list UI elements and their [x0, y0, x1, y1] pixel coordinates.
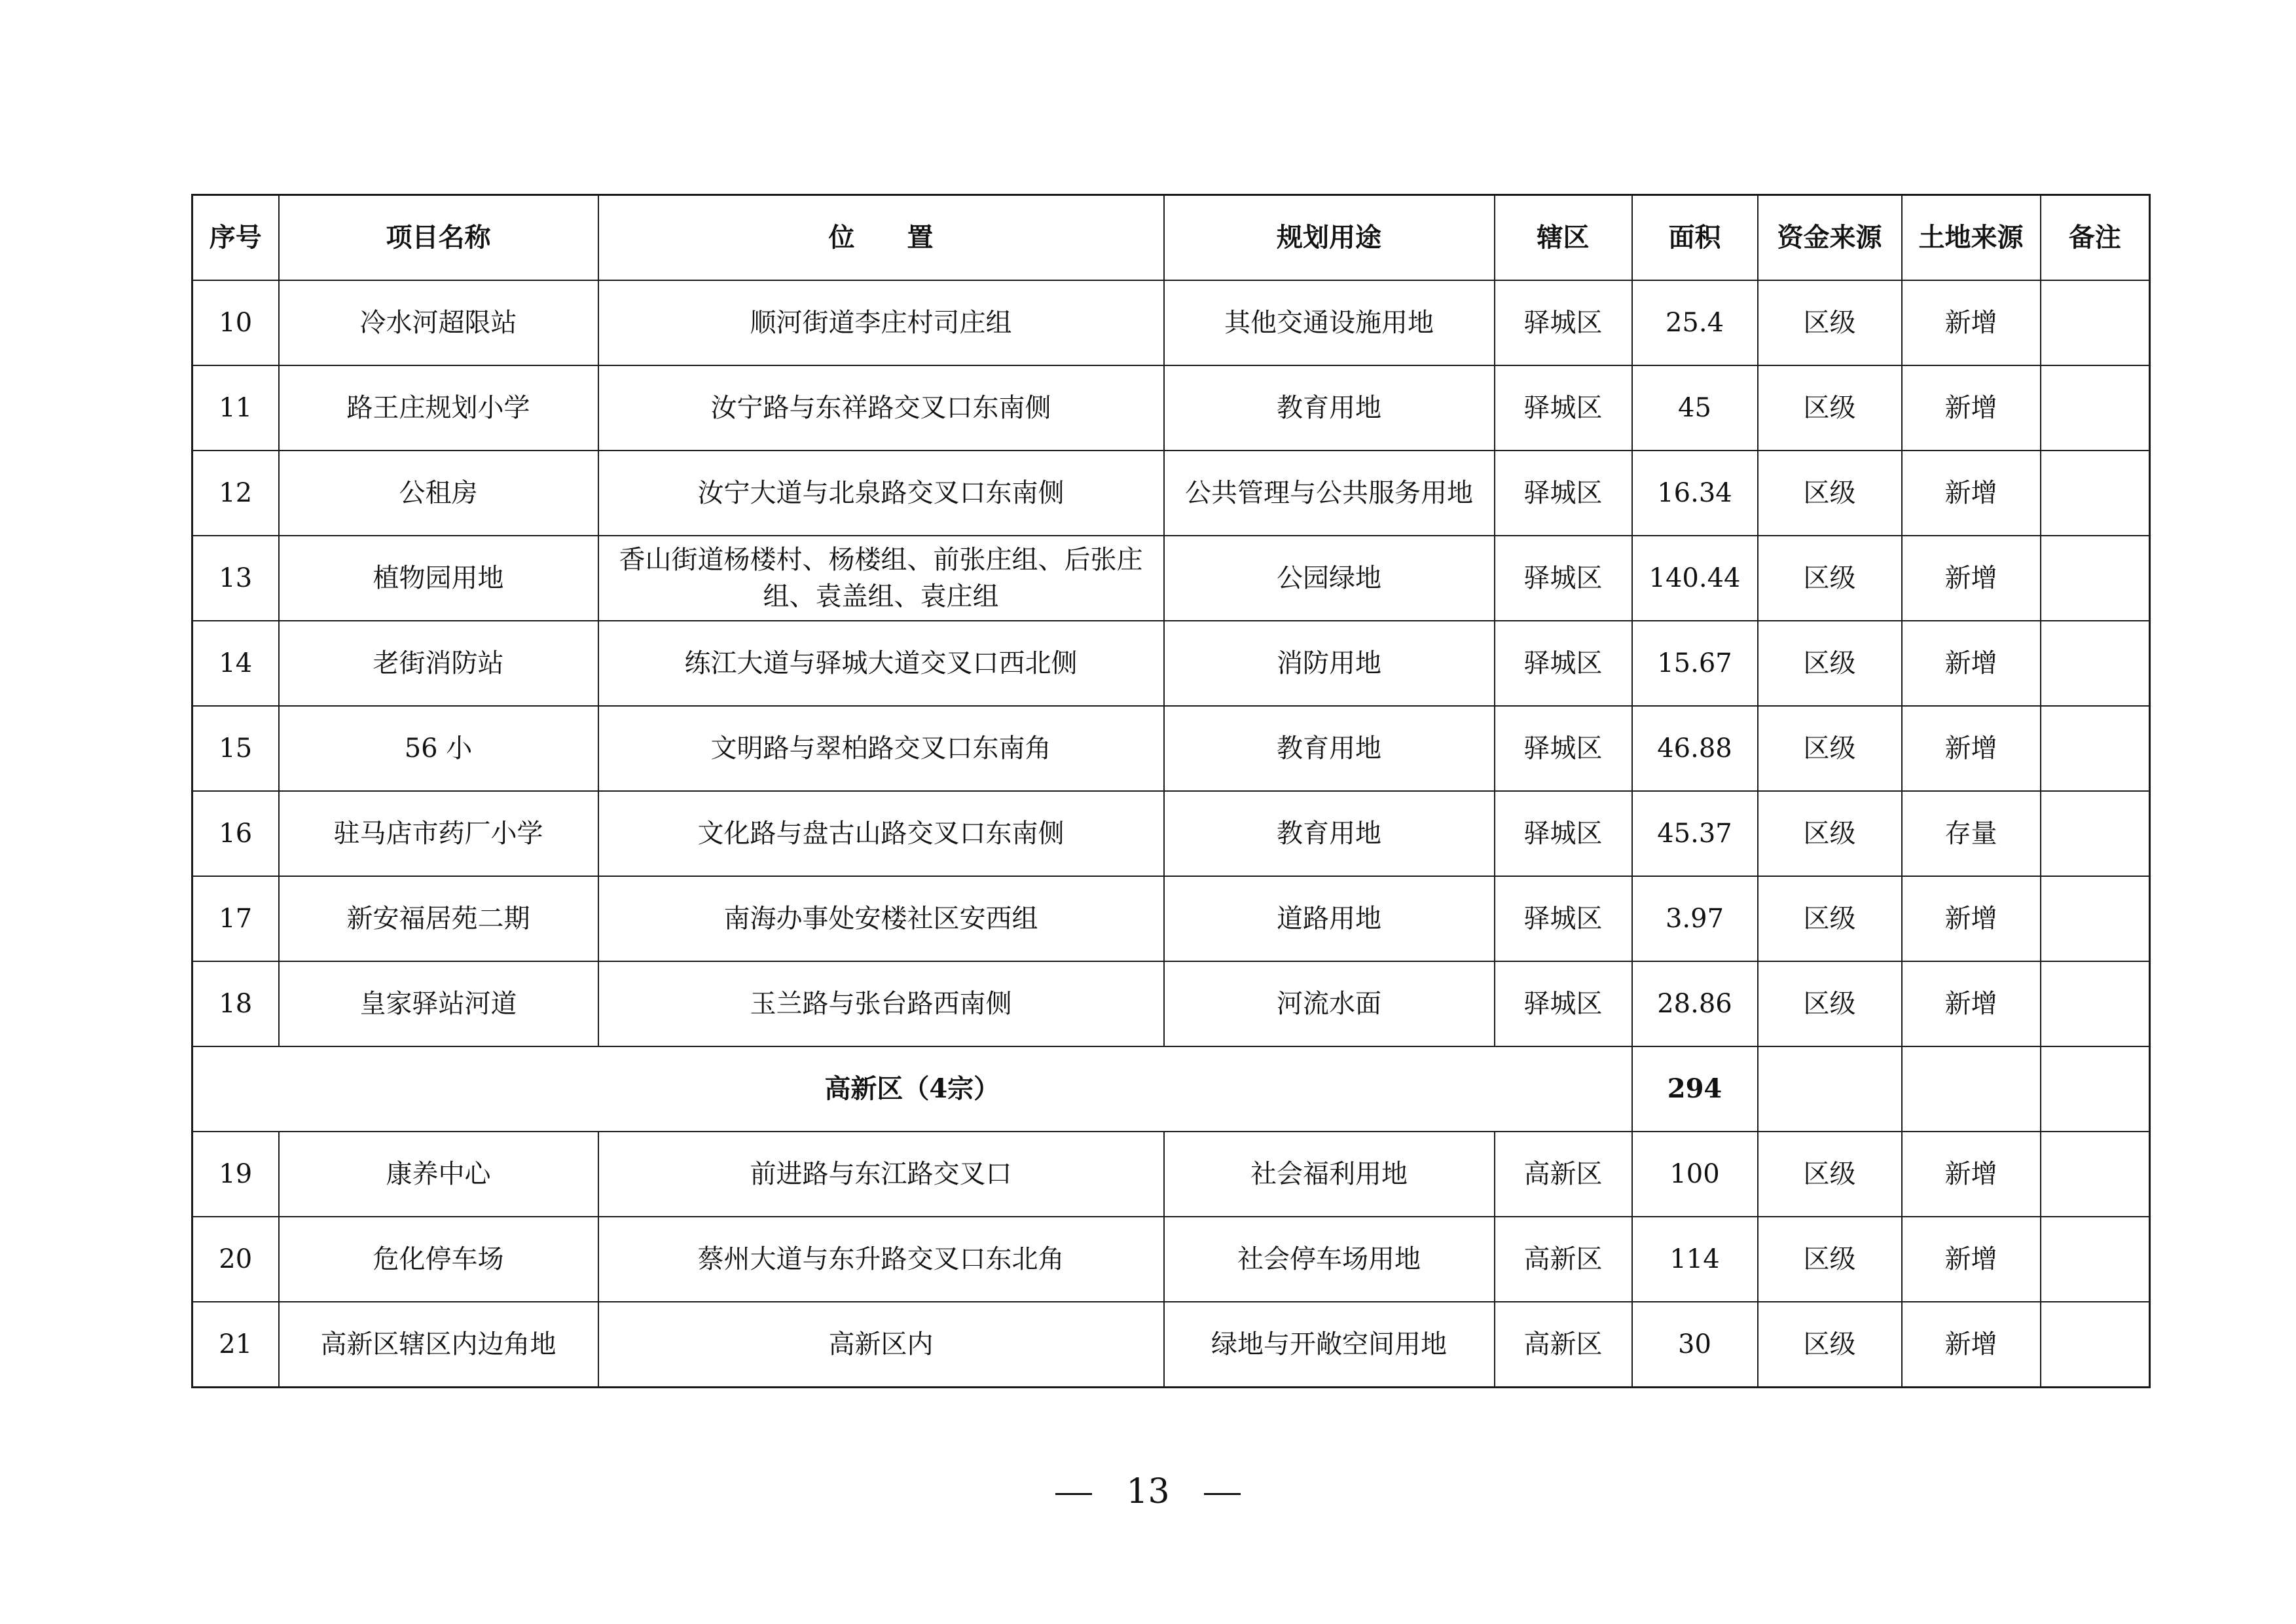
- row-location: 南海办事处安楼社区安西组: [598, 876, 1164, 961]
- group-fund: [1758, 1046, 1902, 1132]
- group-land: [1902, 1046, 2041, 1132]
- row-no: 14: [192, 621, 279, 706]
- row-use: 消防用地: [1164, 621, 1495, 706]
- row-name: 高新区辖区内边角地: [279, 1302, 598, 1388]
- row-location: 高新区内: [598, 1302, 1164, 1388]
- row-land: 新增: [1902, 876, 2041, 961]
- row-fund: 区级: [1758, 621, 1902, 706]
- row-no: 16: [192, 791, 279, 876]
- table-row: [192, 961, 2150, 1046]
- row-name: 新安福居苑二期: [279, 876, 598, 961]
- header-row: [192, 195, 2150, 281]
- row-note: [2041, 876, 2150, 961]
- table-row: [192, 536, 2150, 621]
- row-fund: 区级: [1758, 791, 1902, 876]
- row-use: 绿地与开敞空间用地: [1164, 1302, 1495, 1388]
- row-location: 文明路与翠柏路交叉口东南角: [598, 706, 1164, 791]
- row-name: 老街消防站: [279, 621, 598, 706]
- row-use: 社会停车场用地: [1164, 1217, 1495, 1302]
- row-district: 高新区: [1495, 1132, 1632, 1217]
- row-note: [2041, 365, 2150, 451]
- table-row: [192, 1217, 2150, 1302]
- row-no: 15: [192, 706, 279, 791]
- row-area: 45.37: [1632, 791, 1758, 876]
- row-note: [2041, 1302, 2150, 1388]
- table-row: [192, 706, 2150, 791]
- row-fund: 区级: [1758, 961, 1902, 1046]
- row-area: 30: [1632, 1302, 1758, 1388]
- row-name: 皇家驿站河道: [279, 961, 598, 1046]
- dash-left: [1055, 1493, 1092, 1495]
- row-use: 教育用地: [1164, 791, 1495, 876]
- row-location: 前进路与东江路交叉口: [598, 1132, 1164, 1217]
- row-note: [2041, 536, 2150, 621]
- table-row: [192, 365, 2150, 451]
- row-location: 练江大道与驿城大道交叉口西北侧: [598, 621, 1164, 706]
- row-note: [2041, 280, 2150, 365]
- row-no: 21: [192, 1302, 279, 1388]
- row-fund: 区级: [1758, 451, 1902, 536]
- row-land: 新增: [1902, 1302, 2041, 1388]
- row-area: 46.88: [1632, 706, 1758, 791]
- row-note: [2041, 706, 2150, 791]
- row-name: 驻马店市药厂小学: [279, 791, 598, 876]
- header-name: 项目名称: [279, 195, 598, 281]
- row-land: 新增: [1902, 1132, 2041, 1217]
- row-district: 驿城区: [1495, 621, 1632, 706]
- row-location: 蔡州大道与东升路交叉口东北角: [598, 1217, 1164, 1302]
- header-note: 备注: [2041, 195, 2150, 281]
- group-note: [2041, 1046, 2150, 1132]
- row-land: 新增: [1902, 451, 2041, 536]
- row-note: [2041, 621, 2150, 706]
- row-note: [2041, 961, 2150, 1046]
- dash-right: [1204, 1493, 1241, 1495]
- table-row: [192, 621, 2150, 706]
- header-district: 辖区: [1495, 195, 1632, 281]
- row-location: 香山街道杨楼村、杨楼组、前张庄组、后张庄组、袁盖组、袁庄组: [598, 536, 1164, 621]
- header-land: 土地来源: [1902, 195, 2041, 281]
- header-area: 面积: [1632, 195, 1758, 281]
- table-row: [192, 791, 2150, 876]
- row-district: 驿城区: [1495, 280, 1632, 365]
- row-use: 其他交通设施用地: [1164, 280, 1495, 365]
- row-no: 12: [192, 451, 279, 536]
- row-no: 10: [192, 280, 279, 365]
- row-fund: 区级: [1758, 1217, 1902, 1302]
- row-no: 18: [192, 961, 279, 1046]
- page-number: 13: [1126, 1472, 1170, 1511]
- row-district: 驿城区: [1495, 451, 1632, 536]
- table-row: [192, 280, 2150, 365]
- page-footer: [0, 1472, 2296, 1511]
- row-district: 驿城区: [1495, 876, 1632, 961]
- row-district: 驿城区: [1495, 961, 1632, 1046]
- row-area: 100: [1632, 1132, 1758, 1217]
- row-area: 114: [1632, 1217, 1758, 1302]
- row-note: [2041, 791, 2150, 876]
- row-name: 康养中心: [279, 1132, 598, 1217]
- row-area: 3.97: [1632, 876, 1758, 961]
- row-note: [2041, 1132, 2150, 1217]
- row-name: 56 小: [279, 706, 598, 791]
- row-land: 新增: [1902, 961, 2041, 1046]
- row-name: 公租房: [279, 451, 598, 536]
- row-use: 公园绿地: [1164, 536, 1495, 621]
- row-district: 驿城区: [1495, 791, 1632, 876]
- row-land: 新增: [1902, 365, 2041, 451]
- row-location: 汝宁大道与北泉路交叉口东南侧: [598, 451, 1164, 536]
- row-land: 新增: [1902, 1217, 2041, 1302]
- row-area: 15.67: [1632, 621, 1758, 706]
- row-location: 顺河街道李庄村司庄组: [598, 280, 1164, 365]
- row-area: 25.4: [1632, 280, 1758, 365]
- row-area: 45: [1632, 365, 1758, 451]
- row-district: 驿城区: [1495, 365, 1632, 451]
- row-fund: 区级: [1758, 1302, 1902, 1388]
- row-name: 冷水河超限站: [279, 280, 598, 365]
- row-land: 新增: [1902, 280, 2041, 365]
- row-no: 20: [192, 1217, 279, 1302]
- row-use: 河流水面: [1164, 961, 1495, 1046]
- group-area: 294: [1632, 1046, 1758, 1132]
- header-fund: 资金来源: [1758, 195, 1902, 281]
- header-use: 规划用途: [1164, 195, 1495, 281]
- row-fund: 区级: [1758, 706, 1902, 791]
- header-location: 位 置: [598, 195, 1164, 281]
- row-district: 高新区: [1495, 1217, 1632, 1302]
- row-no: 17: [192, 876, 279, 961]
- row-name: 危化停车场: [279, 1217, 598, 1302]
- row-district: 驿城区: [1495, 706, 1632, 791]
- land-project-table: [191, 194, 2151, 1388]
- row-land: 存量: [1902, 791, 2041, 876]
- row-area: 16.34: [1632, 451, 1758, 536]
- row-fund: 区级: [1758, 365, 1902, 451]
- row-name: 植物园用地: [279, 536, 598, 621]
- row-district: 高新区: [1495, 1302, 1632, 1388]
- row-area: 140.44: [1632, 536, 1758, 621]
- row-district: 驿城区: [1495, 536, 1632, 621]
- row-land: 新增: [1902, 536, 2041, 621]
- row-use: 教育用地: [1164, 365, 1495, 451]
- row-fund: 区级: [1758, 280, 1902, 365]
- table-row: [192, 451, 2150, 536]
- table-body: [192, 280, 2150, 1388]
- row-land: 新增: [1902, 706, 2041, 791]
- row-note: [2041, 451, 2150, 536]
- row-no: 11: [192, 365, 279, 451]
- group-row: [192, 1046, 2150, 1132]
- row-no: 19: [192, 1132, 279, 1217]
- row-fund: 区级: [1758, 536, 1902, 621]
- row-use: 道路用地: [1164, 876, 1495, 961]
- row-location: 汝宁路与东祥路交叉口东南侧: [598, 365, 1164, 451]
- row-fund: 区级: [1758, 1132, 1902, 1217]
- row-name: 路王庄规划小学: [279, 365, 598, 451]
- row-fund: 区级: [1758, 876, 1902, 961]
- table-row: [192, 876, 2150, 961]
- table-row: [192, 1302, 2150, 1388]
- header-no: 序号: [192, 195, 279, 281]
- row-note: [2041, 1217, 2150, 1302]
- row-use: 社会福利用地: [1164, 1132, 1495, 1217]
- row-use: 教育用地: [1164, 706, 1495, 791]
- row-location: 玉兰路与张台路西南侧: [598, 961, 1164, 1046]
- group-label: 高新区（4宗）: [192, 1046, 1632, 1132]
- table-row: [192, 1132, 2150, 1217]
- row-area: 28.86: [1632, 961, 1758, 1046]
- row-use: 公共管理与公共服务用地: [1164, 451, 1495, 536]
- row-land: 新增: [1902, 621, 2041, 706]
- row-location: 文化路与盘古山路交叉口东南侧: [598, 791, 1164, 876]
- row-no: 13: [192, 536, 279, 621]
